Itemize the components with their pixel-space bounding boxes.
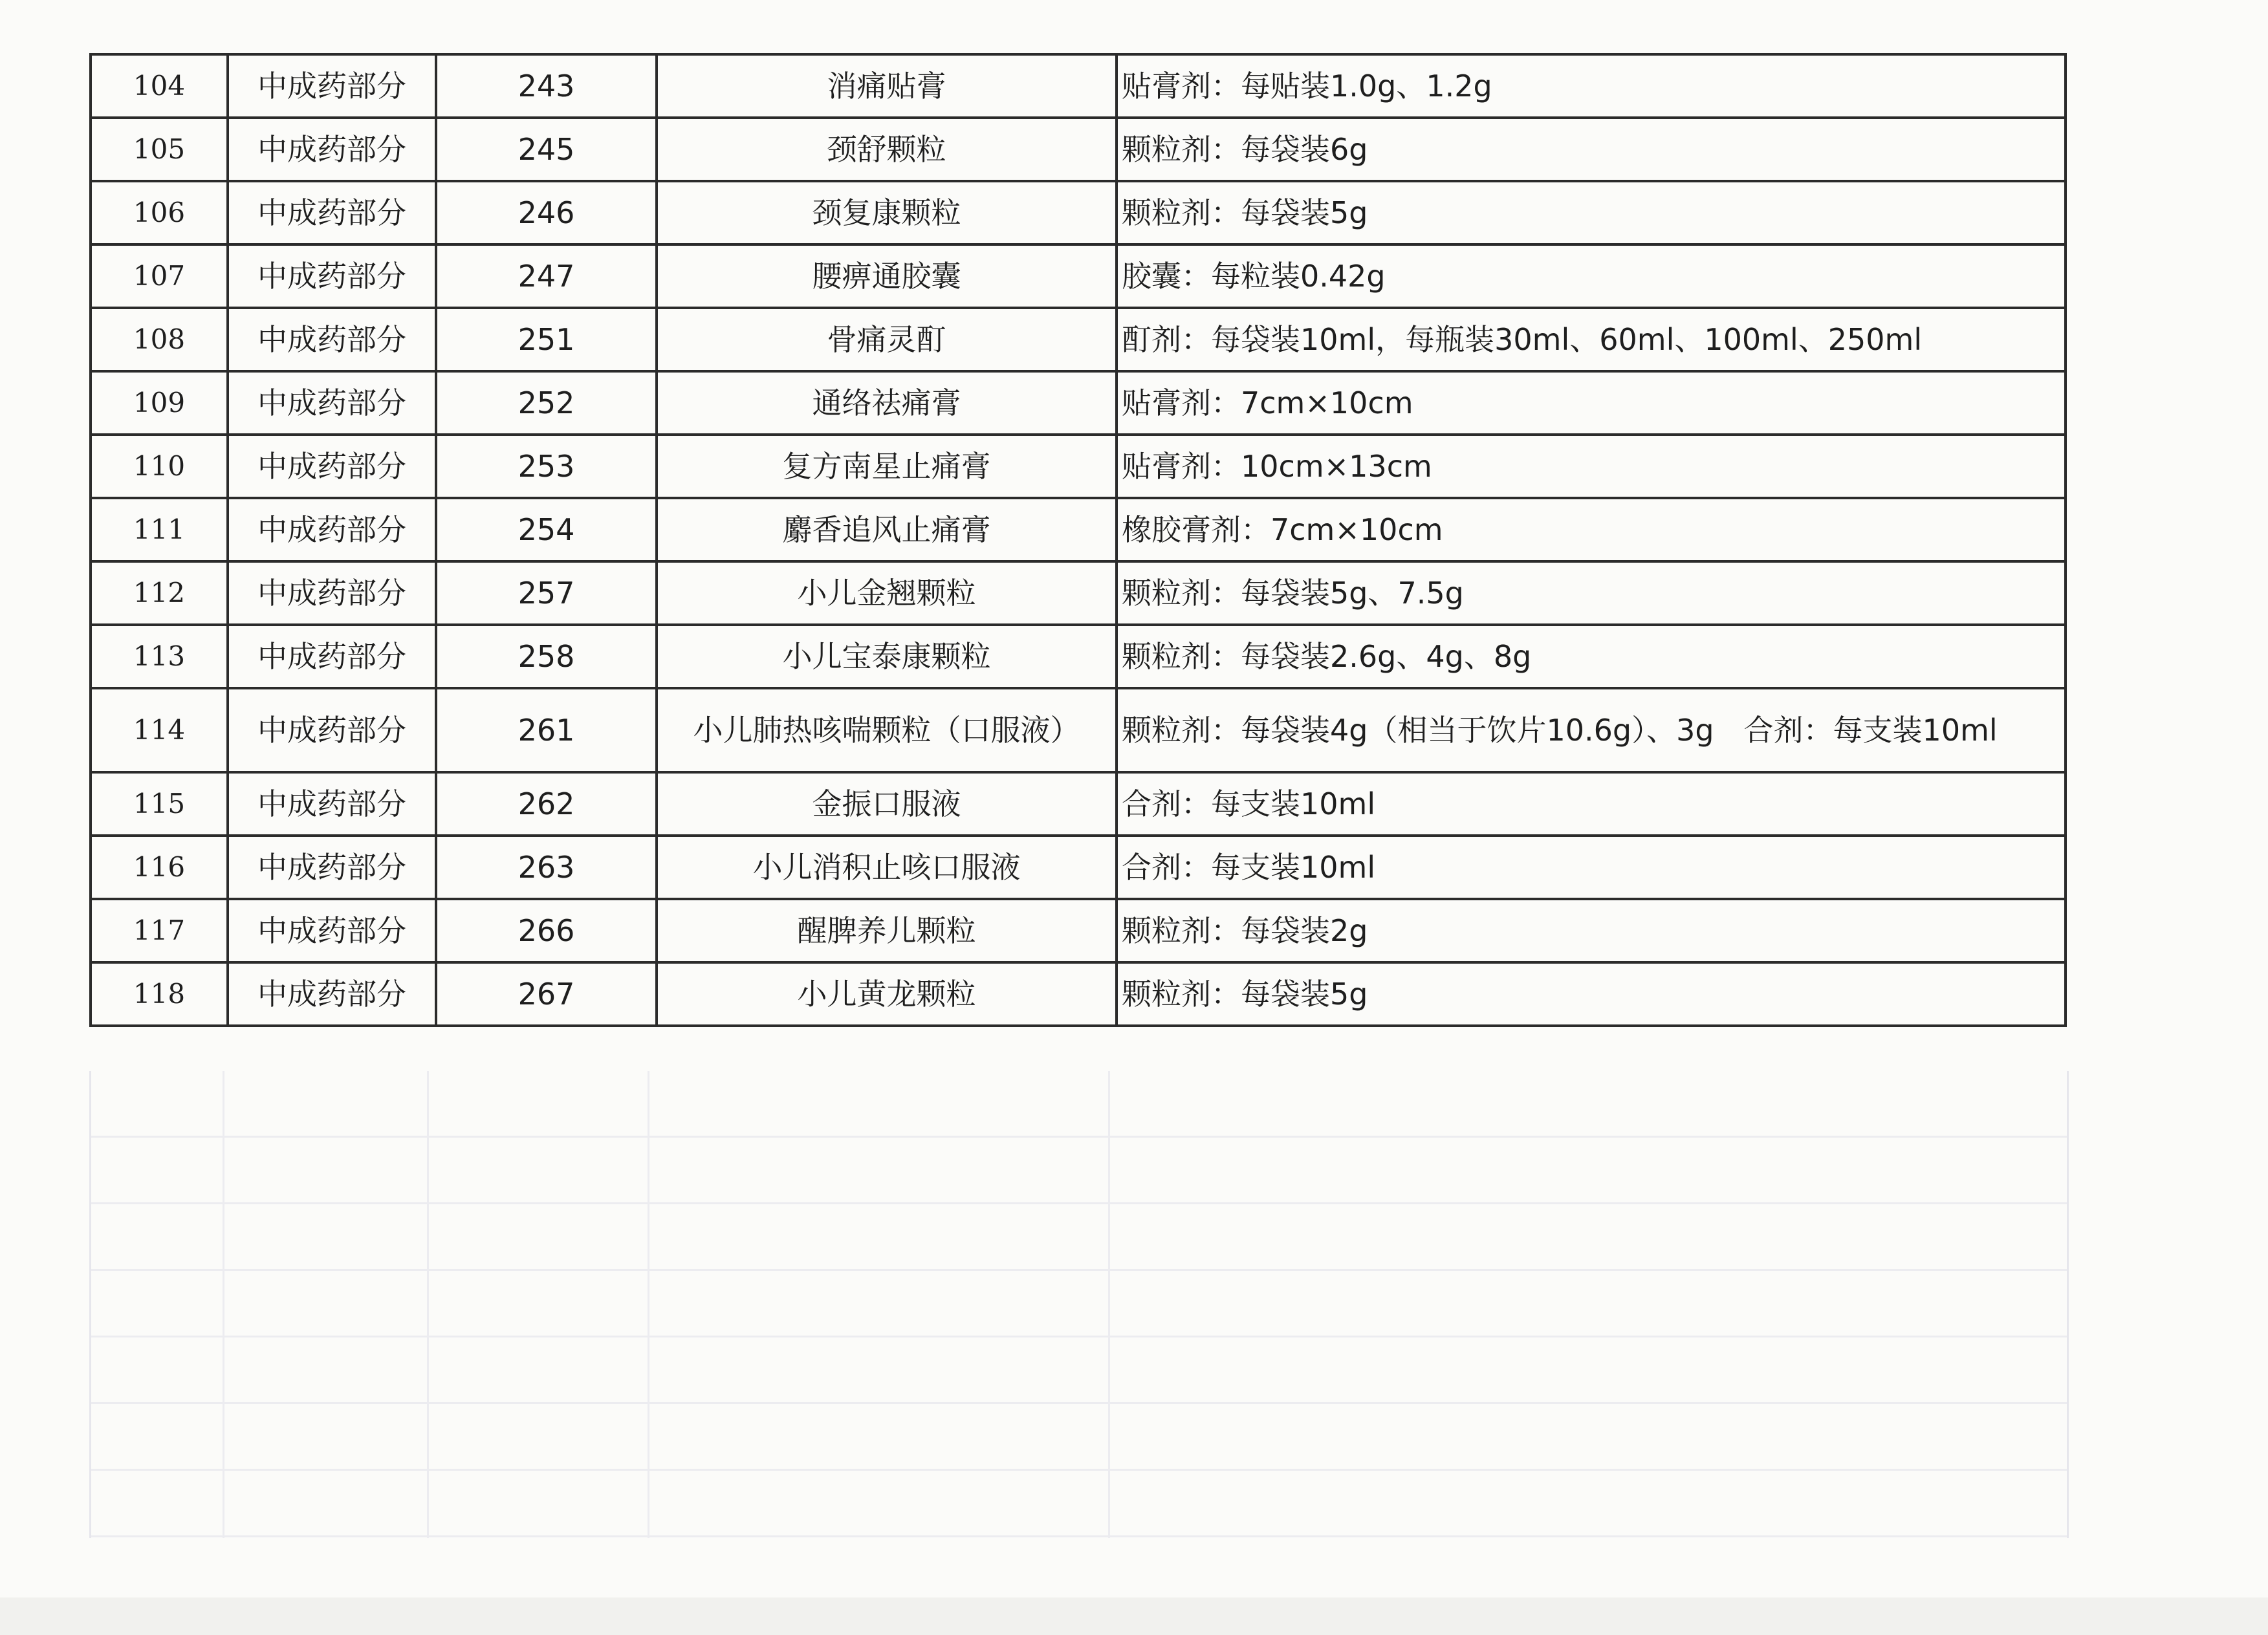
category-cell: 中成药部分 xyxy=(228,772,436,836)
drug-name-cell: 金振口服液 xyxy=(657,772,1117,836)
ghost-divider xyxy=(223,1071,224,1538)
code-cell: 254 xyxy=(436,498,657,561)
code-cell: 245 xyxy=(436,118,657,181)
drug-name-cell: 小儿黄龙颗粒 xyxy=(657,962,1117,1026)
specification-cell: 颗粒剂：每袋装5g xyxy=(1117,181,2066,244)
code-cell: 266 xyxy=(436,899,657,962)
category-cell: 中成药部分 xyxy=(228,308,436,371)
table-row xyxy=(91,899,2066,962)
row-number: 118 xyxy=(91,962,228,1026)
ghost-divider xyxy=(1108,1071,1110,1538)
code-cell: 243 xyxy=(436,54,657,118)
drug-name-cell: 小儿消积止咳口服液 xyxy=(657,836,1117,899)
drug-name-cell: 颈舒颗粒 xyxy=(657,118,1117,181)
specification-cell: 酊剂：每袋装10ml，每瓶装30ml、60ml、100ml、250ml xyxy=(1117,308,2066,371)
table-row xyxy=(91,498,2066,561)
row-number: 113 xyxy=(91,625,228,688)
row-number: 106 xyxy=(91,181,228,244)
category-cell: 中成药部分 xyxy=(228,498,436,561)
specification-cell: 贴膏剂：10cm×13cm xyxy=(1117,435,2066,498)
row-number: 110 xyxy=(91,435,228,498)
drug-name-cell: 骨痛灵酊 xyxy=(657,308,1117,371)
specification-cell: 合剂：每支装10ml xyxy=(1117,772,2066,836)
row-number: 114 xyxy=(91,688,228,772)
drug-name-cell: 麝香追风止痛膏 xyxy=(657,498,1117,561)
specification-cell: 橡胶膏剂：7cm×10cm xyxy=(1117,498,2066,561)
table-row xyxy=(91,688,2066,772)
drug-list-table xyxy=(89,53,2067,1027)
specification-cell: 颗粒剂：每袋装5g、7.5g xyxy=(1117,561,2066,625)
table-row xyxy=(91,561,2066,625)
category-cell: 中成药部分 xyxy=(228,244,436,308)
row-number: 117 xyxy=(91,899,228,962)
code-cell: 257 xyxy=(436,561,657,625)
category-cell: 中成药部分 xyxy=(228,181,436,244)
drug-name-cell: 小儿肺热咳喘颗粒（口服液） xyxy=(657,688,1117,772)
row-number: 116 xyxy=(91,836,228,899)
code-cell: 267 xyxy=(436,962,657,1026)
row-number: 112 xyxy=(91,561,228,625)
ghost-divider xyxy=(427,1071,429,1538)
table-row xyxy=(91,836,2066,899)
table-row xyxy=(91,118,2066,181)
category-cell: 中成药部分 xyxy=(228,688,436,772)
drug-name-cell: 小儿金翘颗粒 xyxy=(657,561,1117,625)
drug-name-cell: 腰痹通胶囊 xyxy=(657,244,1117,308)
ghost-divider xyxy=(648,1071,649,1538)
table-row xyxy=(91,308,2066,371)
show-through-ghost-table xyxy=(89,1071,2069,1538)
code-cell: 246 xyxy=(436,181,657,244)
specification-cell: 贴膏剂：每贴装1.0g、1.2g xyxy=(1117,54,2066,118)
category-cell: 中成药部分 xyxy=(228,371,436,435)
category-cell: 中成药部分 xyxy=(228,435,436,498)
code-cell: 258 xyxy=(436,625,657,688)
row-number: 104 xyxy=(91,54,228,118)
drug-name-cell: 颈复康颗粒 xyxy=(657,181,1117,244)
drug-name-cell: 复方南星止痛膏 xyxy=(657,435,1117,498)
specification-cell: 胶囊：每粒装0.42g xyxy=(1117,244,2066,308)
row-number: 105 xyxy=(91,118,228,181)
table-row xyxy=(91,181,2066,244)
drug-name-cell: 小儿宝泰康颗粒 xyxy=(657,625,1117,688)
scan-edge xyxy=(0,1597,2268,1635)
specification-cell: 颗粒剂：每袋装6g xyxy=(1117,118,2066,181)
row-number: 111 xyxy=(91,498,228,561)
table-row xyxy=(91,371,2066,435)
specification-cell: 颗粒剂：每袋装5g xyxy=(1117,962,2066,1026)
specification-cell: 颗粒剂：每袋装2.6g、4g、8g xyxy=(1117,625,2066,688)
specification-cell: 合剂：每支装10ml xyxy=(1117,836,2066,899)
code-cell: 262 xyxy=(436,772,657,836)
code-cell: 247 xyxy=(436,244,657,308)
code-cell: 251 xyxy=(436,308,657,371)
category-cell: 中成药部分 xyxy=(228,118,436,181)
table-row xyxy=(91,772,2066,836)
table-row xyxy=(91,962,2066,1026)
row-number: 108 xyxy=(91,308,228,371)
row-number: 115 xyxy=(91,772,228,836)
table-row xyxy=(91,244,2066,308)
row-number: 109 xyxy=(91,371,228,435)
drug-name-cell: 消痛贴膏 xyxy=(657,54,1117,118)
code-cell: 252 xyxy=(436,371,657,435)
table-row xyxy=(91,54,2066,118)
specification-cell: 贴膏剂：7cm×10cm xyxy=(1117,371,2066,435)
category-cell: 中成药部分 xyxy=(228,625,436,688)
code-cell: 263 xyxy=(436,836,657,899)
drug-name-cell: 醒脾养儿颗粒 xyxy=(657,899,1117,962)
drug-name-cell: 通络祛痛膏 xyxy=(657,371,1117,435)
category-cell: 中成药部分 xyxy=(228,54,436,118)
category-cell: 中成药部分 xyxy=(228,836,436,899)
code-cell: 253 xyxy=(436,435,657,498)
category-cell: 中成药部分 xyxy=(228,962,436,1026)
row-number: 107 xyxy=(91,244,228,308)
category-cell: 中成药部分 xyxy=(228,899,436,962)
category-cell: 中成药部分 xyxy=(228,561,436,625)
specification-cell: 颗粒剂：每袋装2g xyxy=(1117,899,2066,962)
table-row xyxy=(91,625,2066,688)
code-cell: 261 xyxy=(436,688,657,772)
specification-cell: 颗粒剂：每袋装4g（相当于饮片10.6g）、3g 合剂：每支装10ml xyxy=(1117,688,2066,772)
table-row xyxy=(91,435,2066,498)
